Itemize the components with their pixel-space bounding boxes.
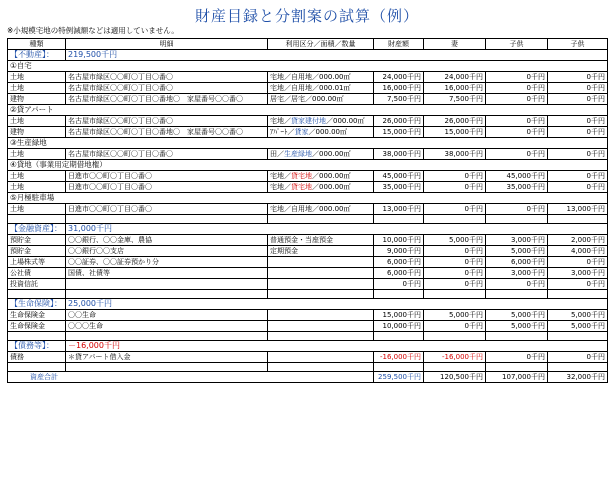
- cell-wife: 38,000千円: [424, 149, 486, 160]
- cell-value: 9,000千円: [374, 246, 424, 257]
- table-row: [8, 149, 608, 160]
- cell-value: 0千円: [374, 279, 424, 290]
- cell-use: 居宅／居宅／000.00㎡: [268, 94, 374, 105]
- cell-kind: 債務: [8, 352, 66, 363]
- cell-use: 普通預金・当座預金: [268, 235, 374, 246]
- total-child1: 107,000千円: [486, 372, 548, 383]
- cell-child2: 5,000千円: [548, 321, 608, 332]
- cell-use: [268, 352, 374, 363]
- use-highlight: 生産緑地: [284, 150, 312, 158]
- section-label: 【生命保険】：: [8, 299, 66, 310]
- cell-kind: 建物: [8, 94, 66, 105]
- subsection-row: [8, 160, 608, 171]
- header-kind: 種類: [8, 39, 66, 50]
- blank-row: [8, 290, 608, 299]
- use-part: 宅地／: [270, 183, 291, 191]
- cell-detail: 名古屋市緑区〇〇町〇丁目〇番地〇 家屋番号〇〇番〇: [66, 127, 268, 138]
- cell-kind: 土地: [8, 83, 66, 94]
- header-wife: 妻: [424, 39, 486, 50]
- cell-use: 宅地／自用地／000.01㎡: [268, 83, 374, 94]
- cell-detail: 〇〇銀行、〇〇金庫、農協: [66, 235, 268, 246]
- use-part: 宅地／: [270, 172, 291, 180]
- subsection-label: ④貸地（事業用定期借地権）: [8, 160, 608, 171]
- cell-use: [268, 310, 374, 321]
- cell-child1: 0千円: [486, 204, 548, 215]
- header-row: [8, 39, 608, 50]
- cell-wife: 24,000千円: [424, 72, 486, 83]
- table-row: [8, 235, 608, 246]
- cell-wife: 0千円: [424, 321, 486, 332]
- cell-value: 10,000千円: [374, 321, 424, 332]
- section-row: [8, 50, 608, 61]
- cell-detail: 日進市〇〇町〇丁目〇番〇: [66, 204, 268, 215]
- cell-child1: 3,000千円: [486, 235, 548, 246]
- cell-child2: 0千円: [548, 149, 608, 160]
- cell-child1: 0千円: [486, 279, 548, 290]
- cell-value: 7,500千円: [374, 94, 424, 105]
- cell-value: 10,000千円: [374, 235, 424, 246]
- cell-detail: 名古屋市緑区〇〇町〇丁目〇番〇: [66, 83, 268, 94]
- header-child1: 子供: [486, 39, 548, 50]
- blank-row: [8, 332, 608, 341]
- cell-child2: 5,000千円: [548, 310, 608, 321]
- use-part: ／000.00㎡: [308, 128, 347, 136]
- blank-row: [8, 215, 608, 224]
- header-use: 利用区分／面積／数量: [268, 39, 374, 50]
- subsection-label: ①自宅: [8, 61, 608, 72]
- cell-detail: 名古屋市緑区〇〇町〇丁目〇番〇: [66, 149, 268, 160]
- cell-kind: 土地: [8, 182, 66, 193]
- use-part: ／000.00㎡: [312, 150, 351, 158]
- cell-wife: 15,000千円: [424, 127, 486, 138]
- table-row: [8, 310, 608, 321]
- cell-child2: 0千円: [548, 116, 608, 127]
- section-row: [8, 299, 608, 310]
- cell-wife: 26,000千円: [424, 116, 486, 127]
- cell-value: 13,000千円: [374, 204, 424, 215]
- cell-detail: 名古屋市緑区〇〇町〇丁目〇番地〇 家屋番号〇〇番〇: [66, 94, 268, 105]
- cell-wife: 0千円: [424, 246, 486, 257]
- cell-child2: 0千円: [548, 279, 608, 290]
- cell-wife: 0千円: [424, 279, 486, 290]
- total-row: [8, 372, 608, 383]
- cell-child1: 35,000千円: [486, 182, 548, 193]
- cell-child1: 0千円: [486, 127, 548, 138]
- cell-wife: 7,500千円: [424, 94, 486, 105]
- cell-wife: 0千円: [424, 204, 486, 215]
- cell-wife: 0千円: [424, 171, 486, 182]
- cell-child2: 4,000千円: [548, 246, 608, 257]
- cell-value: 6,000千円: [374, 257, 424, 268]
- table-row: [8, 83, 608, 94]
- cell-kind: 上場株式等: [8, 257, 66, 268]
- page-title: 財産目録と分割案の試算（例）: [194, 7, 419, 25]
- total-child2: 32,000千円: [548, 372, 608, 383]
- cell-child2: 0千円: [548, 257, 608, 268]
- cell-child1: 5,000千円: [486, 321, 548, 332]
- use-highlight: 貸家建付地: [291, 117, 326, 125]
- cell-child2: 0千円: [548, 171, 608, 182]
- cell-child2: 0千円: [548, 83, 608, 94]
- section-total: 31,000千円: [66, 224, 608, 235]
- subsection-row: [8, 61, 608, 72]
- cell-detail: [66, 279, 268, 290]
- cell-detail: 国債、社債等: [66, 268, 268, 279]
- cell-child2: 3,000千円: [548, 268, 608, 279]
- cell-use: [268, 182, 374, 193]
- total-wife: 120,500千円: [424, 372, 486, 383]
- table-row: [8, 127, 608, 138]
- cell-value: 45,000千円: [374, 171, 424, 182]
- cell-wife: 0千円: [424, 182, 486, 193]
- table-row: [8, 94, 608, 105]
- cell-kind: 公社債: [8, 268, 66, 279]
- cell-child2: 0千円: [548, 127, 608, 138]
- cell-kind: 土地: [8, 149, 66, 160]
- table-row: [8, 268, 608, 279]
- cell-value: 6,000千円: [374, 268, 424, 279]
- cell-use: [268, 257, 374, 268]
- cell-value: -16,000千円: [374, 352, 424, 363]
- subsection-label: ⑤月極駐車場: [8, 193, 608, 204]
- cell-child2: 0千円: [548, 182, 608, 193]
- cell-kind: 土地: [8, 204, 66, 215]
- cell-value: 24,000千円: [374, 72, 424, 83]
- use-part: ／000.00㎡: [326, 117, 365, 125]
- cell-use: [268, 268, 374, 279]
- section-label: 【債務等】：: [8, 341, 66, 352]
- table-row: [8, 72, 608, 83]
- cell-child1: 45,000千円: [486, 171, 548, 182]
- cell-child1: 6,000千円: [486, 257, 548, 268]
- table-row: [8, 246, 608, 257]
- cell-use: [268, 321, 374, 332]
- cell-child1: 0千円: [486, 83, 548, 94]
- subsection-row: [8, 193, 608, 204]
- cell-use: 定期預金: [268, 246, 374, 257]
- use-part: ／000.00㎡: [312, 183, 351, 191]
- cell-child1: 0千円: [486, 352, 548, 363]
- table-row: [8, 182, 608, 193]
- subsection-label: ③生産緑地: [8, 138, 608, 149]
- header-child2: 子供: [548, 39, 608, 50]
- cell-kind: 建物: [8, 127, 66, 138]
- use-highlight: 貸宅地: [291, 183, 312, 191]
- cell-wife: -16,000千円: [424, 352, 486, 363]
- cell-child1: 0千円: [486, 116, 548, 127]
- subsection-row: [8, 105, 608, 116]
- cell-value: 35,000千円: [374, 182, 424, 193]
- table-row: [8, 204, 608, 215]
- cell-child2: 2,000千円: [548, 235, 608, 246]
- cell-use: 宅地／自用地／000.00㎡: [268, 204, 374, 215]
- table-row: [8, 171, 608, 182]
- cell-wife: 0千円: [424, 268, 486, 279]
- section-total: 25,000千円: [66, 299, 608, 310]
- cell-child1: 5,000千円: [486, 246, 548, 257]
- cell-child1: 0千円: [486, 72, 548, 83]
- cell-detail: ＊貸アパート借入金: [66, 352, 268, 363]
- section-row: [8, 224, 608, 235]
- cell-detail: 〇〇生命: [66, 310, 268, 321]
- cell-child2: 0千円: [548, 72, 608, 83]
- section-total: －16,000千円: [66, 341, 608, 352]
- cell-kind: 生命保険金: [8, 321, 66, 332]
- cell-use: 宅地／自用地／000.00㎡: [268, 72, 374, 83]
- cell-child1: 0千円: [486, 149, 548, 160]
- cell-kind: 土地: [8, 171, 66, 182]
- cell-child2: 0千円: [548, 94, 608, 105]
- header-detail: 明細: [66, 39, 268, 50]
- use-part: 宅地／: [270, 117, 291, 125]
- section-total: 219,500千円: [66, 50, 608, 61]
- cell-detail: 日進市〇〇町〇丁目〇番〇: [66, 182, 268, 193]
- cell-value: 15,000千円: [374, 310, 424, 321]
- note: ※小規模宅地の特例減額などは適用していません。: [7, 26, 179, 35]
- asset-table: [7, 38, 608, 383]
- cell-wife: 5,000千円: [424, 310, 486, 321]
- use-part: 田／: [270, 150, 284, 158]
- cell-use: [268, 149, 374, 160]
- cell-use: [268, 127, 374, 138]
- cell-kind: 預貯金: [8, 235, 66, 246]
- cell-detail: 名古屋市緑区〇〇町〇丁目〇番〇: [66, 116, 268, 127]
- section-label: 【不動産】：: [8, 50, 66, 61]
- use-part: ｱﾊﾟｰﾄ／: [270, 128, 295, 136]
- cell-child1: 5,000千円: [486, 310, 548, 321]
- cell-use: [268, 279, 374, 290]
- total-value: 259,500千円: [374, 372, 424, 383]
- table-row: [8, 321, 608, 332]
- table-row: [8, 279, 608, 290]
- cell-kind: 預貯金: [8, 246, 66, 257]
- cell-child1: 3,000千円: [486, 268, 548, 279]
- cell-wife: 0千円: [424, 257, 486, 268]
- blank-row: [8, 363, 608, 372]
- cell-kind: 土地: [8, 72, 66, 83]
- cell-detail: 〇〇銀行〇〇支店: [66, 246, 268, 257]
- cell-detail: 名古屋市緑区〇〇町〇丁目〇番〇: [66, 72, 268, 83]
- section-row: [8, 341, 608, 352]
- cell-kind: 土地: [8, 116, 66, 127]
- use-highlight: 貸家: [294, 128, 309, 136]
- subsection-row: [8, 138, 608, 149]
- subsection-label: ②貸アパート: [8, 105, 608, 116]
- use-part: ／000.00㎡: [312, 172, 351, 180]
- cell-use: [268, 116, 374, 127]
- table-row: [8, 116, 608, 127]
- cell-child2: 13,000千円: [548, 204, 608, 215]
- use-highlight: 貸宅地: [291, 172, 312, 180]
- cell-detail: 〇〇証券、〇〇証券預かり分: [66, 257, 268, 268]
- cell-detail: 〇〇〇生命: [66, 321, 268, 332]
- cell-wife: 16,000千円: [424, 83, 486, 94]
- cell-kind: 生命保険金: [8, 310, 66, 321]
- total-label: 資産合計: [8, 372, 374, 383]
- table-row: [8, 352, 608, 363]
- cell-detail: 日進市〇〇町〇丁目〇番〇: [66, 171, 268, 182]
- cell-use: [268, 171, 374, 182]
- header-value: 財産額: [374, 39, 424, 50]
- table-row: [8, 257, 608, 268]
- section-label: 【金融資産】：: [8, 224, 66, 235]
- cell-value: 26,000千円: [374, 116, 424, 127]
- cell-child2: 0千円: [548, 352, 608, 363]
- cell-kind: 投資信託: [8, 279, 66, 290]
- cell-value: 16,000千円: [374, 83, 424, 94]
- cell-value: 15,000千円: [374, 127, 424, 138]
- cell-value: 38,000千円: [374, 149, 424, 160]
- cell-wife: 5,000千円: [424, 235, 486, 246]
- cell-child1: 0千円: [486, 94, 548, 105]
